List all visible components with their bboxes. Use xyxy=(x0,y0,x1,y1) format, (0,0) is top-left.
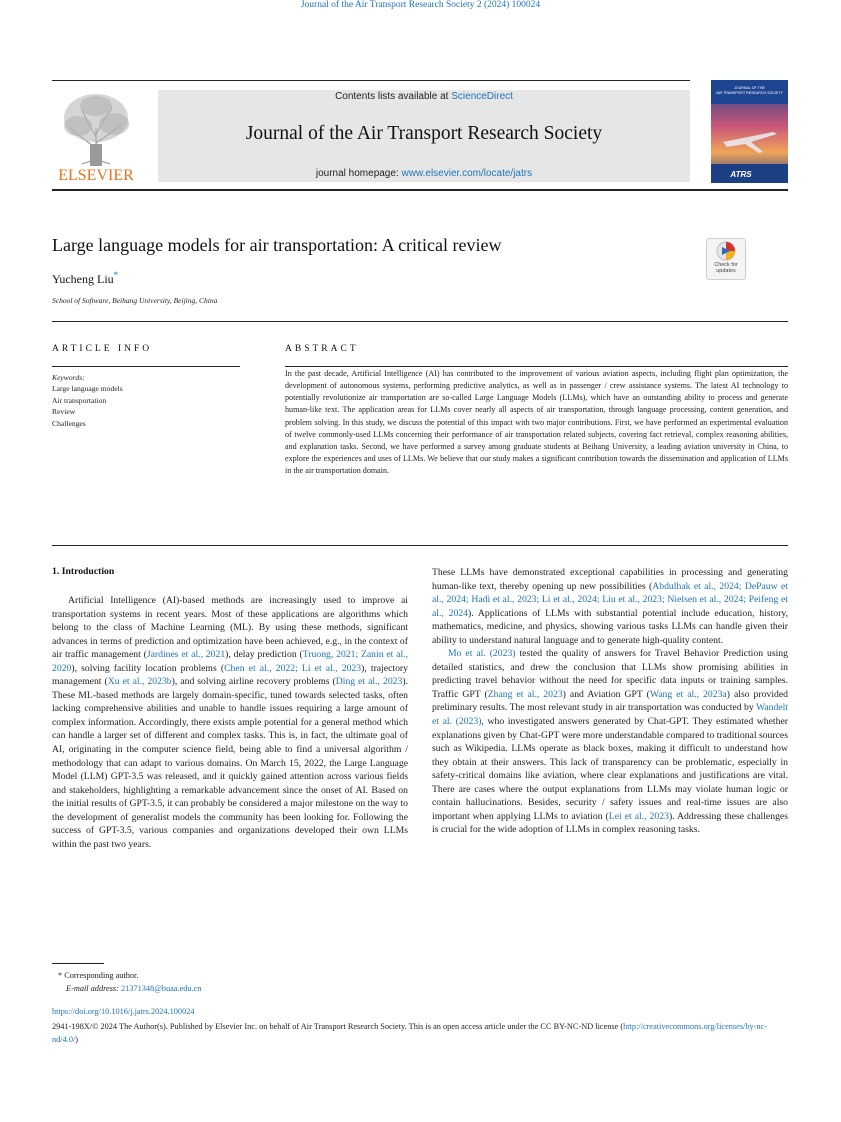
author-mark[interactable]: * xyxy=(113,270,119,280)
keyword-item: Large language models xyxy=(52,384,123,394)
body-text: ), and solving airline recovery problems ( xyxy=(171,676,336,688)
body-text: ), solving facility location problems ( xyxy=(71,662,225,674)
email-link[interactable]: 21371348@buaa.edu.cn xyxy=(121,983,202,993)
body-text: , who investigated answers generated by Chat-GPT. They estimated whether explanations given by Chat-GPT were more understandable compared to traditional sources such as Wikipedia. LLMs operate as black boxes, making it difficult to understand how they obtain at their answers. This lack of transparency can be problematic, especially in safety-critical domains like aviation, where clear explanations and justifications are vital. There are cases where the output explanations from LLMs may violate human logic or contain hallucinations. Besides, security / safety issues and real-time issues are also important when applying LLMs to aviation ( xyxy=(432,716,789,822)
homepage-link[interactable]: www.elsevier.com/locate/jatrs xyxy=(401,168,533,179)
citation-link[interactable]: Truong, 2021; Zanin et al., 2020 xyxy=(52,649,408,674)
citation-link[interactable]: Mo et al. (2023) xyxy=(448,648,516,660)
body-text: Artificial Intelligence (AI)-based methods are increasingly used to improve ai transportation systems in recent years. Most of these applications are algorithms which belong to the class of Machine Learning (ML). By using these methods, significant advances in terms of prediction and optimization have been achieved, e.g., in the context of air traffic management ( xyxy=(52,595,408,661)
keyword-item: Review xyxy=(52,407,76,417)
journal-cover[interactable] xyxy=(711,80,788,183)
copyright-text: 2941-198X/© 2024 The Author(s). Published by Elsevier Inc. on behalf of Air Transport Research Society. This is an open access article under the CC BY-NC-ND license ( xyxy=(52,1022,624,1031)
body-text: These LLMs have demonstrated exceptional capabilities in processing and generating human-like text, thereby opening up new possibilities ( xyxy=(432,567,788,592)
citation-link[interactable]: Wandelt et al. (2023) xyxy=(432,702,788,728)
footnote-rule xyxy=(52,963,104,964)
intro-left-column xyxy=(52,594,408,851)
cover-title-line1: JOURNAL OF THE xyxy=(734,86,765,90)
article-info-heading: ARTICLE INFO xyxy=(52,344,153,354)
cover-badge: ATRS xyxy=(730,170,752,179)
contents-prefix: Contents lists available at xyxy=(335,91,452,102)
author-name: Yucheng Liu xyxy=(52,272,114,286)
sciencedirect-link[interactable]: ScienceDirect xyxy=(451,91,513,102)
intro-right-column xyxy=(432,566,788,837)
keyword-item: Challenges xyxy=(52,418,86,428)
copyright-notice xyxy=(52,1021,792,1047)
elsevier-logo-text: ELSEVIER xyxy=(58,167,134,184)
journal-title: Journal of the Air Transport Research Society xyxy=(245,123,603,144)
footnote xyxy=(58,970,201,995)
masthead-bottom-rule xyxy=(52,189,788,191)
homepage-line xyxy=(158,168,690,179)
doi-link[interactable]: https://doi.org/10.1016/j.jatrs.2024.100024 xyxy=(52,1007,195,1016)
keywords-label: Keywords: xyxy=(52,373,85,382)
citation-link[interactable]: Zhang et al., 2023 xyxy=(487,688,563,700)
corresponding-author-note: Corresponding author. xyxy=(64,971,139,980)
body-text: ). These ML-based methods are largely domain-specific, tuned towards selected tasks, often lacking comprehensive abilities and unable to handle issues requiring a large amount of complex information. Accordingly, there exists ample potential for a general method which can handle a larger set of different and complex tasks. This is, in fact, the ultimate goal of AI, originating in the computer science field, being able to find a universal algorithm / methodology that can adapt to various domains. On March 15, 2022, the Large Language Model (LLM) GPT-3.5 was released, and it quickly gained attention across various fields and stakeholders, highlighting a remarkable advancement since the onset of AI. Based on the initial results of GPT-3.5, it can probably be considered a major milestone on the way to the development of generalist models the community has been looking for. Following the success of GPT-3.5, various companies and organizations developed their own LLMs within the past two years. xyxy=(52,676,409,850)
cover-title-line2: AIR TRANSPORT RESEARCH SOCIETY xyxy=(716,91,783,95)
body-text: tested the quality of answers for Travel Behavior Prediction using detailed statistics, and drew the conclusion that LLMs show promising abilities in predicting travel behavior without the need for specific data inputs or training samples. Traffic GPT ( xyxy=(432,648,788,700)
masthead-top-rule xyxy=(52,80,690,81)
affiliation: School of Software, Beihang University, Beijing, China xyxy=(52,296,218,305)
citation-link[interactable]: Chen et al., 2022; Li et al., 2023 xyxy=(224,662,362,674)
title-rule xyxy=(52,321,788,322)
intro-paragraph-3 xyxy=(432,647,788,837)
body-text: ). Applications of LLMs with substantial potential include education, history, mathematics, medicine, and physics, showing various tasks LLMs can handle given their ability to understand natural language and to generate high-quality content. xyxy=(432,607,788,646)
citation-link[interactable]: Jardines et al., 2021 xyxy=(146,649,226,661)
citation-link[interactable]: Abdulhak et al., 2024; DePauw et al., 2024; Hadi et al., 2023; Li et al., 2024; Liu et al., 2023; Nielsen et al., 2024; Peifeng et al., 2024 xyxy=(432,580,788,619)
citation-link[interactable]: Xu et al., 2023b xyxy=(107,676,172,688)
journal-citation[interactable]: Journal of the Air Transport Research Society 2 (2024) 100024 xyxy=(300,0,541,10)
body-text: ), delay prediction ( xyxy=(225,649,303,661)
citation-link[interactable]: Ding et al., 2023 xyxy=(335,676,403,688)
contents-line xyxy=(158,91,690,102)
citation-link[interactable]: Lei et al., 2023 xyxy=(608,810,669,822)
article-info-rule xyxy=(52,366,240,367)
body-text: ) and Aviation GPT ( xyxy=(562,688,650,700)
elsevier-logo[interactable] xyxy=(52,88,140,184)
author-line xyxy=(52,270,118,287)
abstract-bottom-rule xyxy=(52,545,788,546)
abstract-text: In the past decade, Artificial Intelligence (AI) has contributed to the improvement of various aviation aspects, including flight plan optimization, the development of autonomous systems, performing predictive analytics, as well as in passenger / crew assistance systems. The latest AI technology to potentially revolutionize air transportation are so-called Large Language Models (LLMs), which have an outstanding ability to process and generate human-like text. The application areas for LLMs cover nearly all aspects of air transportation, through language processing, content generation, and problem solving. In this study, we discuss the potential of this impact with two major contributions. First, we have performed an experimental evaluation of twelve commonly-used LLMs concerning their performance of air transportation related subjects, covering fact retrieval, complex reasoning abilities, and explanation tasks. Second, we have performed a survey among graduate students at Beihang University, a leading aviation university in China, to explore the experiences and uses of LLMs. We believe that our study makes a significant contribution towards the dissemination and application of LLMs in the air transportation domain. xyxy=(285,369,788,476)
section-heading-introduction: 1. Introduction xyxy=(52,566,115,577)
intro-paragraph-2 xyxy=(432,566,788,647)
article-title: Large language models for air transportation: A critical review xyxy=(52,235,502,255)
license-link[interactable]: http://creativecommons.org/licenses/by-nc-nd/4.0/ xyxy=(52,1022,768,1044)
masthead xyxy=(158,90,690,182)
body-text: ), trajectory management ( xyxy=(52,662,408,688)
email-label: E-mail address: xyxy=(66,983,121,993)
abstract-heading: ABSTRACT xyxy=(285,344,359,354)
keywords-block xyxy=(52,372,123,429)
keyword-item: Air transportation xyxy=(52,395,107,405)
homepage-prefix: journal homepage: xyxy=(315,168,402,179)
copyright-end: ) xyxy=(75,1034,79,1044)
citation-link[interactable]: Wang et al., 2023a xyxy=(649,688,727,700)
body-text: ). Addressing these challenges is crucial for the wide adoption of LLMs in complex reasoning tasks. xyxy=(432,810,788,836)
check-for-updates-label[interactable]: Check for updates xyxy=(714,262,738,274)
footnote-mark: * xyxy=(58,971,63,980)
intro-paragraph-1 xyxy=(52,594,408,851)
body-text: ) also provided preliminary results. The most relevant study in air transportation was conducted by xyxy=(432,688,788,714)
abstract-rule xyxy=(285,366,788,367)
